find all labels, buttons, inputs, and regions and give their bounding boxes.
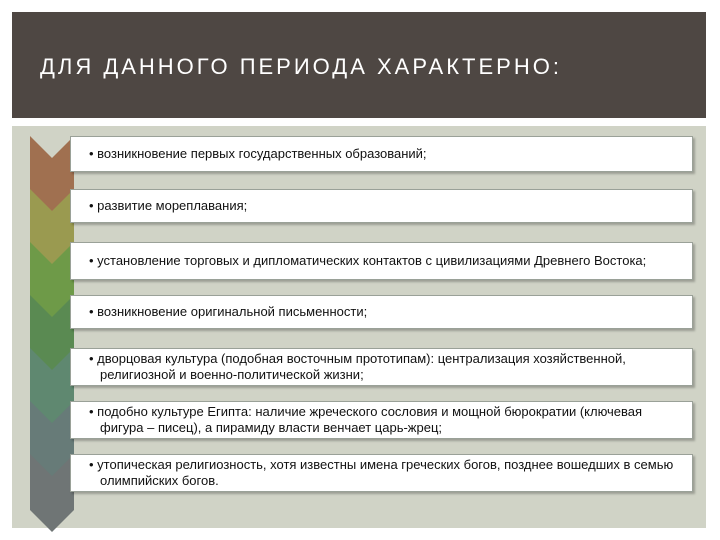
list-item xyxy=(70,295,693,329)
list-item xyxy=(70,136,693,172)
list-item xyxy=(70,454,693,492)
list-item-text: • дворцовая культура (подобная восточным прототипам): централизация хозяйственной, религиозной и военно-политической жизни; xyxy=(89,351,626,382)
list-item-text: • возникновение первых государственных образований; xyxy=(89,146,427,161)
chevron-marker-7 xyxy=(30,454,74,534)
list-item-text: • развитие мореплавания; xyxy=(89,198,248,213)
list-item xyxy=(70,401,693,439)
list-item-text: • возникновение оригинальной письменности; xyxy=(89,304,368,319)
list-item-text: • установление торговых и дипломатических контактов с цивилизациями Древнего Востока; xyxy=(89,253,647,268)
list-item xyxy=(70,189,693,223)
list-item-text: • подобно культуре Египта: наличие жреческого сословия и мощной бюрократии (ключевая фигура – писец), а пирамиду власти венчает царь-жрец; xyxy=(89,404,643,435)
list-item-text: • утопическая религиозность, хотя известны имена греческих богов, позднее вошедших в семью олимпийских богов. xyxy=(89,457,674,488)
list-item xyxy=(70,348,693,386)
page-title: ДЛЯ ДАННОГО ПЕРИОДА ХАРАКТЕРНО: xyxy=(40,54,562,79)
list-item xyxy=(70,242,693,280)
